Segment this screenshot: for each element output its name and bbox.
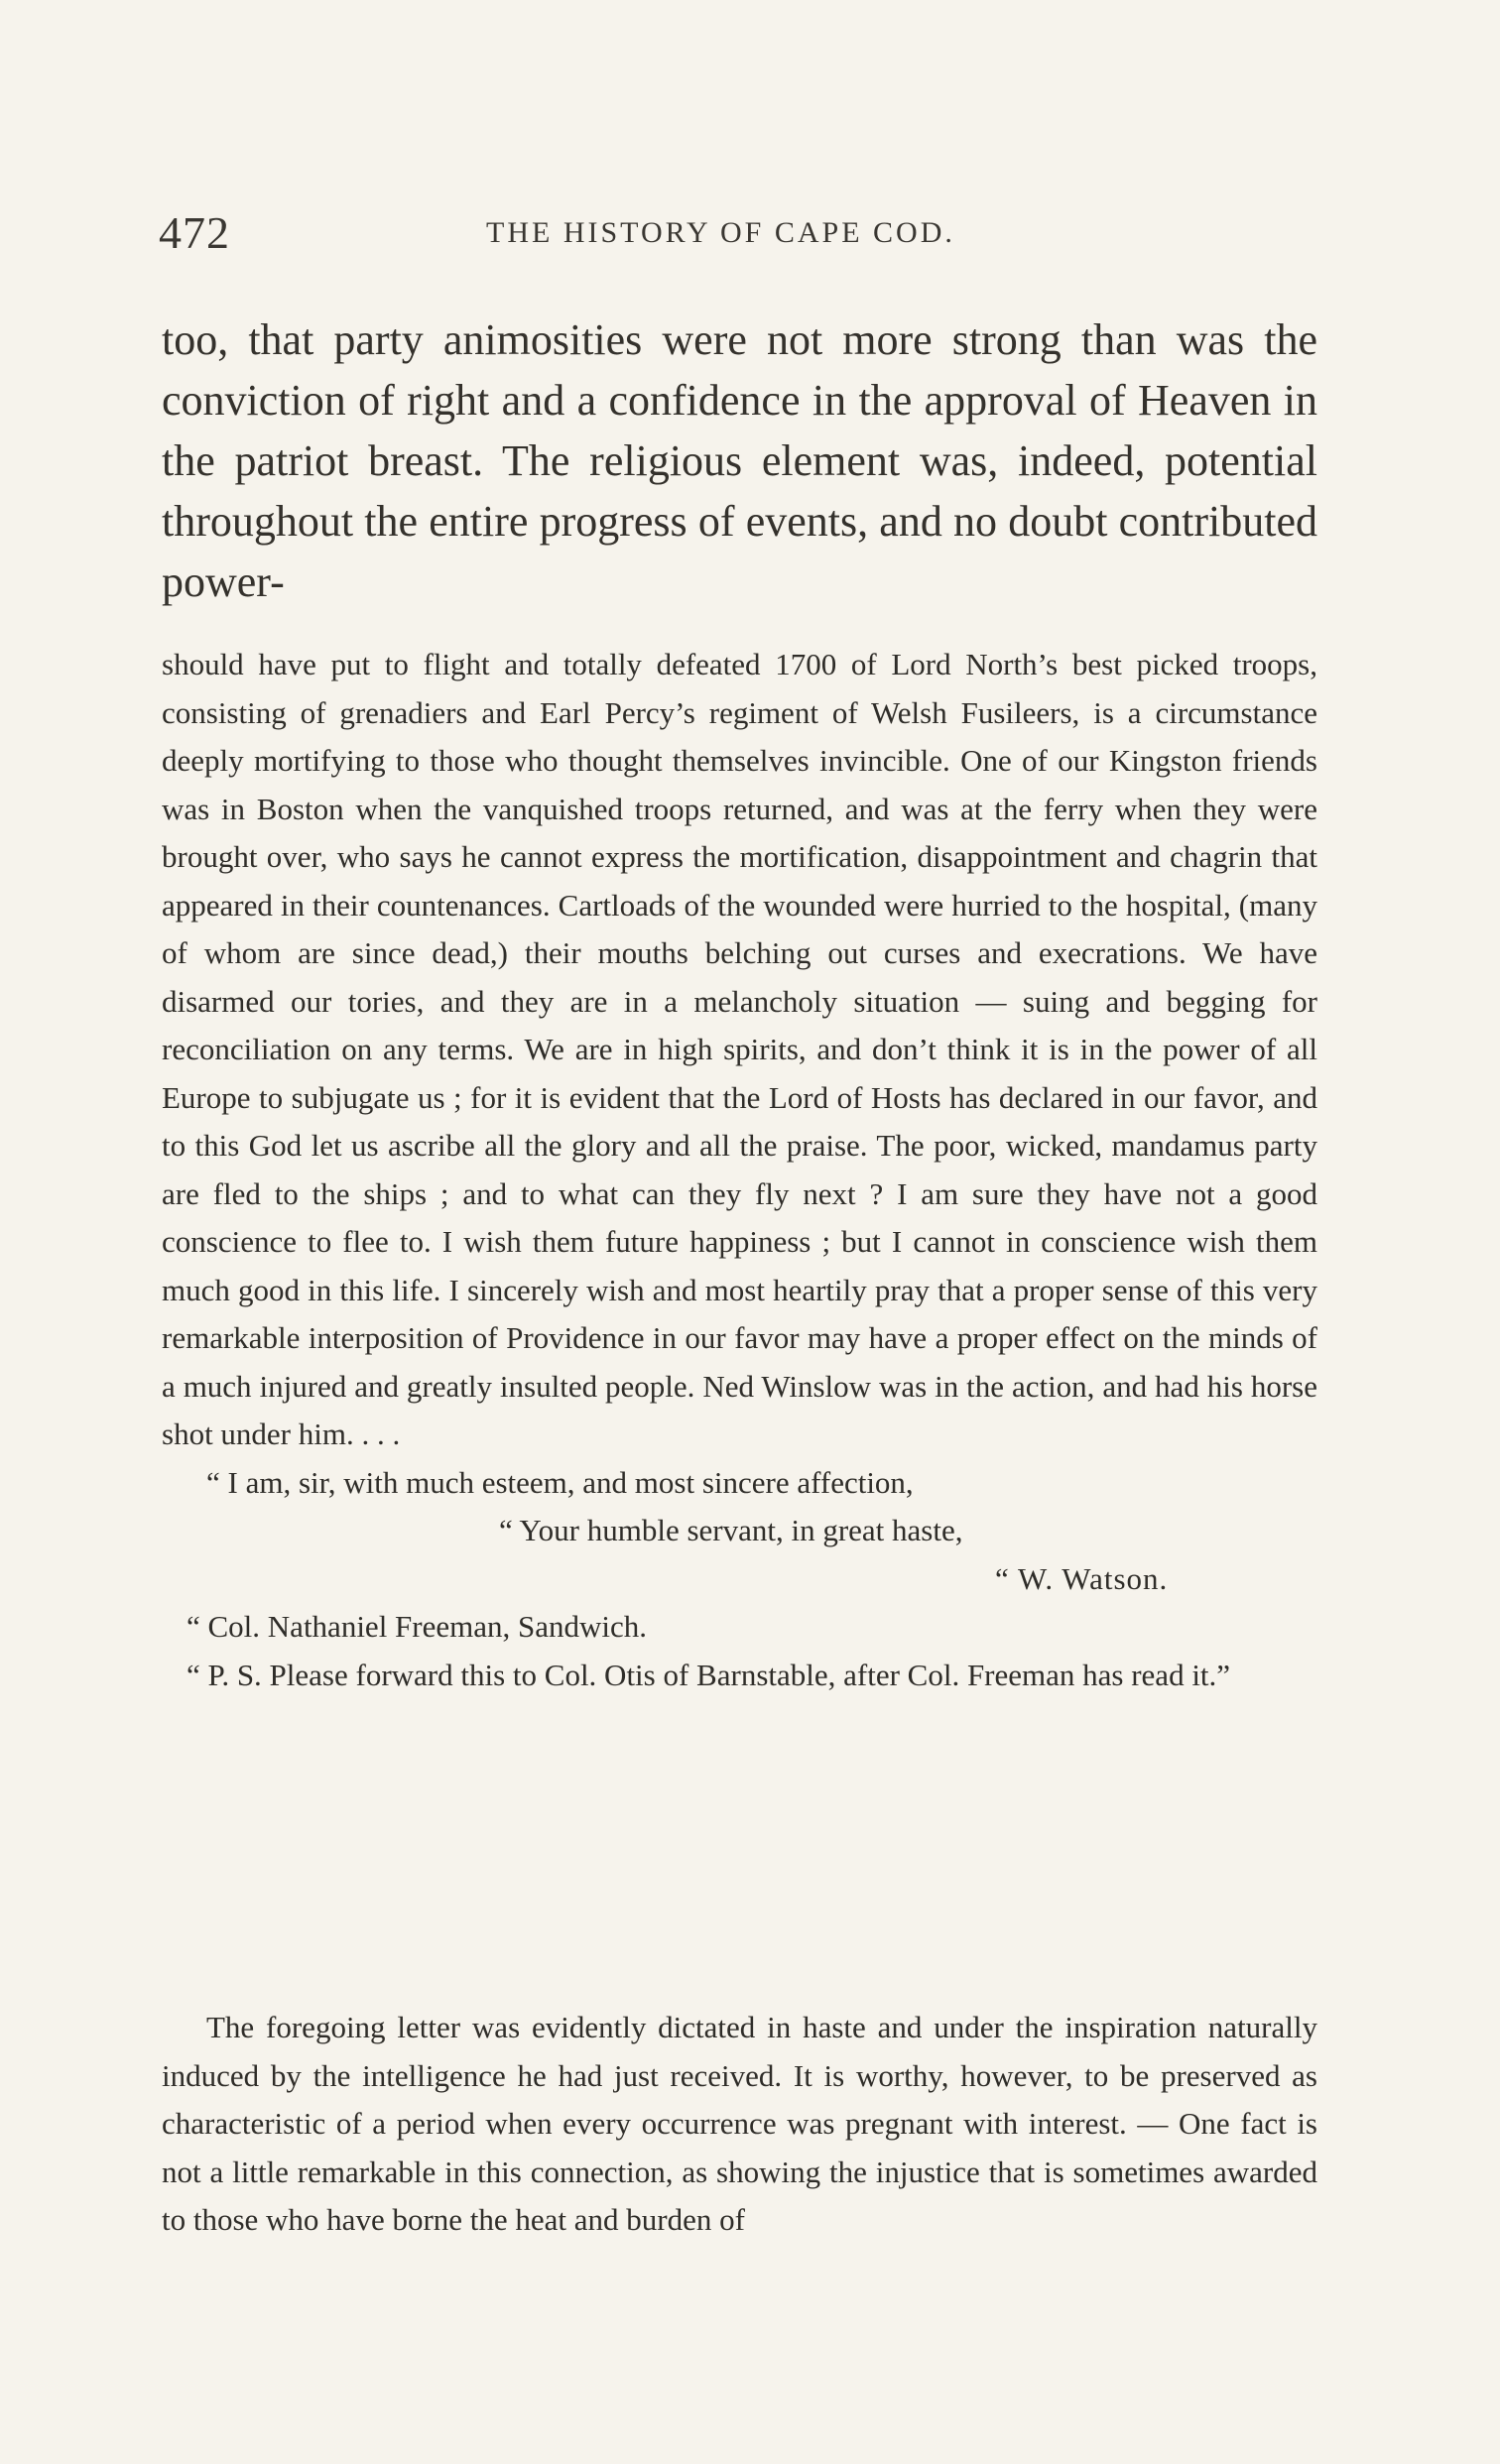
letter-signature: “ W. Watson. — [995, 1560, 1169, 1596]
letter-valediction: “ Your humble servant, in great haste, — [499, 1513, 963, 1547]
page-number: 472 — [159, 207, 230, 258]
letter-closing: “ I am, sir, with much esteem, and most sincere affection, — [206, 1464, 914, 1500]
letter-body: should have put to flight and totally defeated 1700 of Lord North’s best picked troops, consisting of grenadiers and Earl Percy’s regiment of Welsh Fusileers, is a circumstance deeply mortifying to those who thought themselves invincible. One of our Kingston friends was in Boston when the vanquished troops returned, and was at the ferry when they were brought over, who says he cannot express the mortification, disappointment and chagrin that appeared in their countenances. Cartloads of the wounded were hurried to the hospital, (many of whom are since dead,) their mouths belching out curses and execrations. We have disarmed our tories, and they are in a melancholy situation — suing and begging for reconciliation on any terms. We are in high spirits, and don’t think it is in the power of all Europe to subjugate us ; for it is evident that the Lord of Hosts has declared in our favor, and to this God let us ascribe all the glory and all the praise. The poor, wicked, mandamus party are fled to the ships ; and to what can they fly next ? I am sure they have not a good conscience to flee to. I wish them future happiness ; but I cannot in conscience wish them much good in this life. I sincerely wish and most heartily pray that a proper sense of this very remarkable interposition of Providence in our favor may have a proper effect on the minds of a much injured and greatly insulted people. Ned Winslow was in the action, and had his horse shot under him. . . . — [162, 647, 1317, 1451]
main-paragraph: too, that party animosities were not more strong than was the conviction of right and a confidence in the approval of Heaven in the patriot breast. The religious element was, indeed, potential throughout the entire progress of events, and no doubt contributed power- — [162, 315, 1317, 606]
quoted-letter — [162, 641, 1317, 1699]
running-head — [159, 206, 1310, 266]
letter-postscript: “ P. S. Please forward this to Col. Otis of Barnstable, after Col. Freeman has read it.” — [187, 1657, 1231, 1692]
running-title: THE HISTORY OF CAPE COD. — [486, 216, 955, 249]
commentary-paragraph — [162, 2004, 1317, 2245]
letter-address: “ Col. Nathaniel Freeman, Sandwich. — [187, 1609, 648, 1644]
commentary-text: The foregoing letter was evidently dictated in haste and under the inspiration naturally induced by the intelligence he had just received. It is worthy, however, to be preserved as characteristic of a period when every occurrence was pregnant with interest. — One fact is not a little remarkable in this connection, as showing the injustice that is sometimes awarded to those who have borne the heat and burden of — [162, 2010, 1317, 2237]
